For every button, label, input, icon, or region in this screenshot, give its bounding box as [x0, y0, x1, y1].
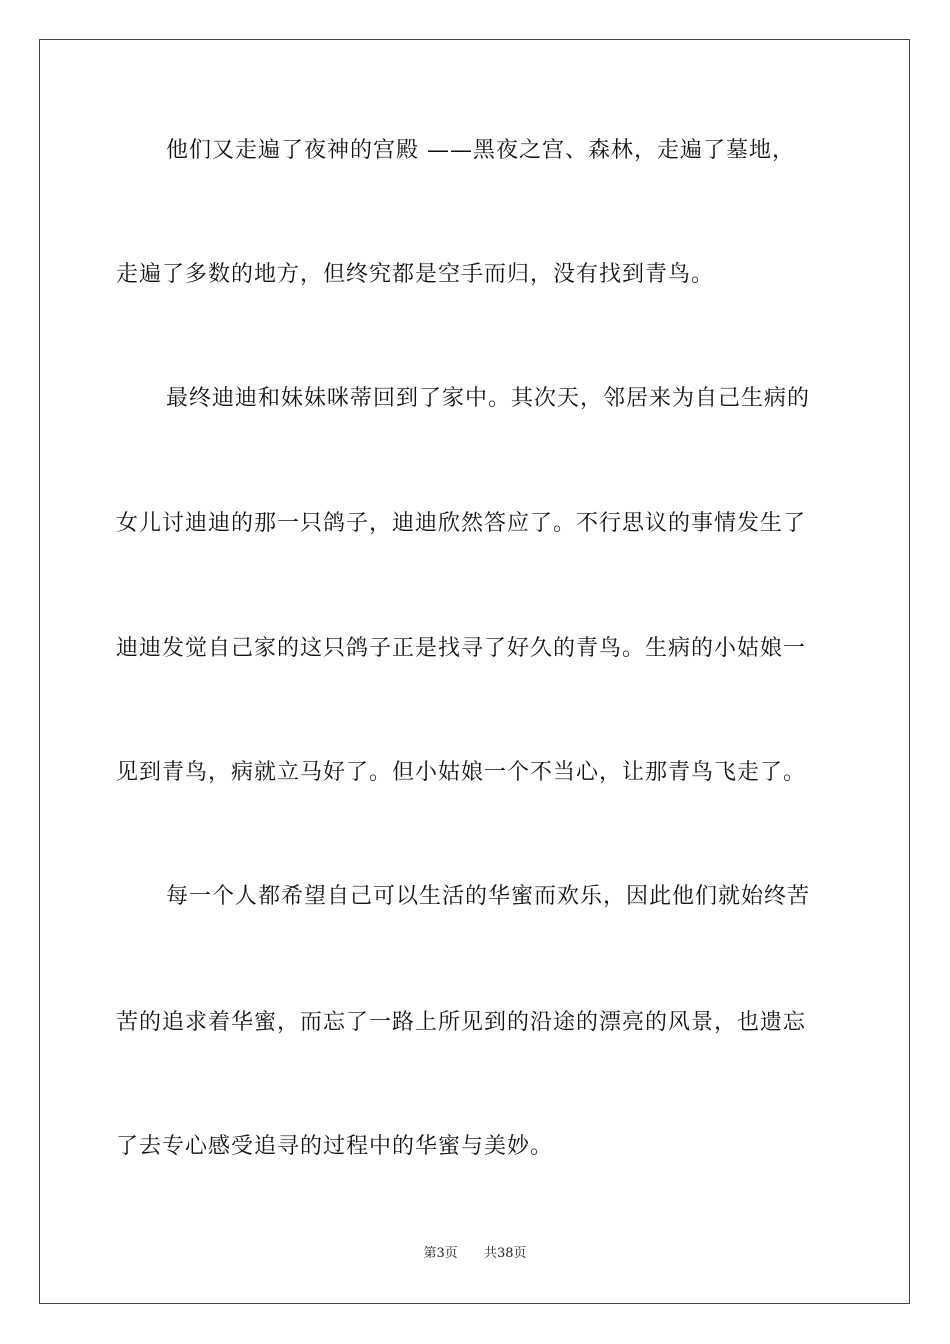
paragraph-3-line-3: 了去专心感受追寻的过程中的华蜜与美妙。	[116, 1134, 554, 1159]
page-number: 第3页	[423, 1246, 458, 1261]
paragraph-2-line-2: 女儿讨迪迪的那一只鸽子，迪迪欣然答应了。不行思议的事情发生了	[116, 511, 807, 536]
paragraph-3-line-1: 每一个人都希望自己可以生活的华蜜而欢乐，因此他们就始终苦	[166, 884, 811, 909]
paragraph-2-line-3: 迪迪发觉自己家的这只鸽子正是找寻了好久的青鸟。生病的小姑娘一	[116, 636, 807, 661]
paragraph-2-line-1: 最终迪迪和妹妹咪蒂回到了家中。其次天，邻居来为自己生病的	[166, 386, 811, 411]
paragraph-2-line-4: 见到青鸟，病就立马好了。但小姑娘一个不当心，让那青鸟飞走了。	[116, 760, 807, 785]
paragraph-1-line-2: 走遍了多数的地方，但终究都是空手而归，没有找到青鸟。	[116, 262, 715, 287]
page-border	[39, 39, 910, 1304]
paragraph-1-line-1: 他们又走遍了夜神的宫殿 ——黑夜之宫、森林，走遍了墓地，	[166, 138, 795, 163]
paragraph-3-line-2: 苦的追求着华蜜，而忘了一路上所见到的沿途的漂亮的风景，也遗忘	[116, 1010, 807, 1035]
total-pages: 共38页	[484, 1246, 527, 1261]
page-footer	[0, 1245, 950, 1263]
